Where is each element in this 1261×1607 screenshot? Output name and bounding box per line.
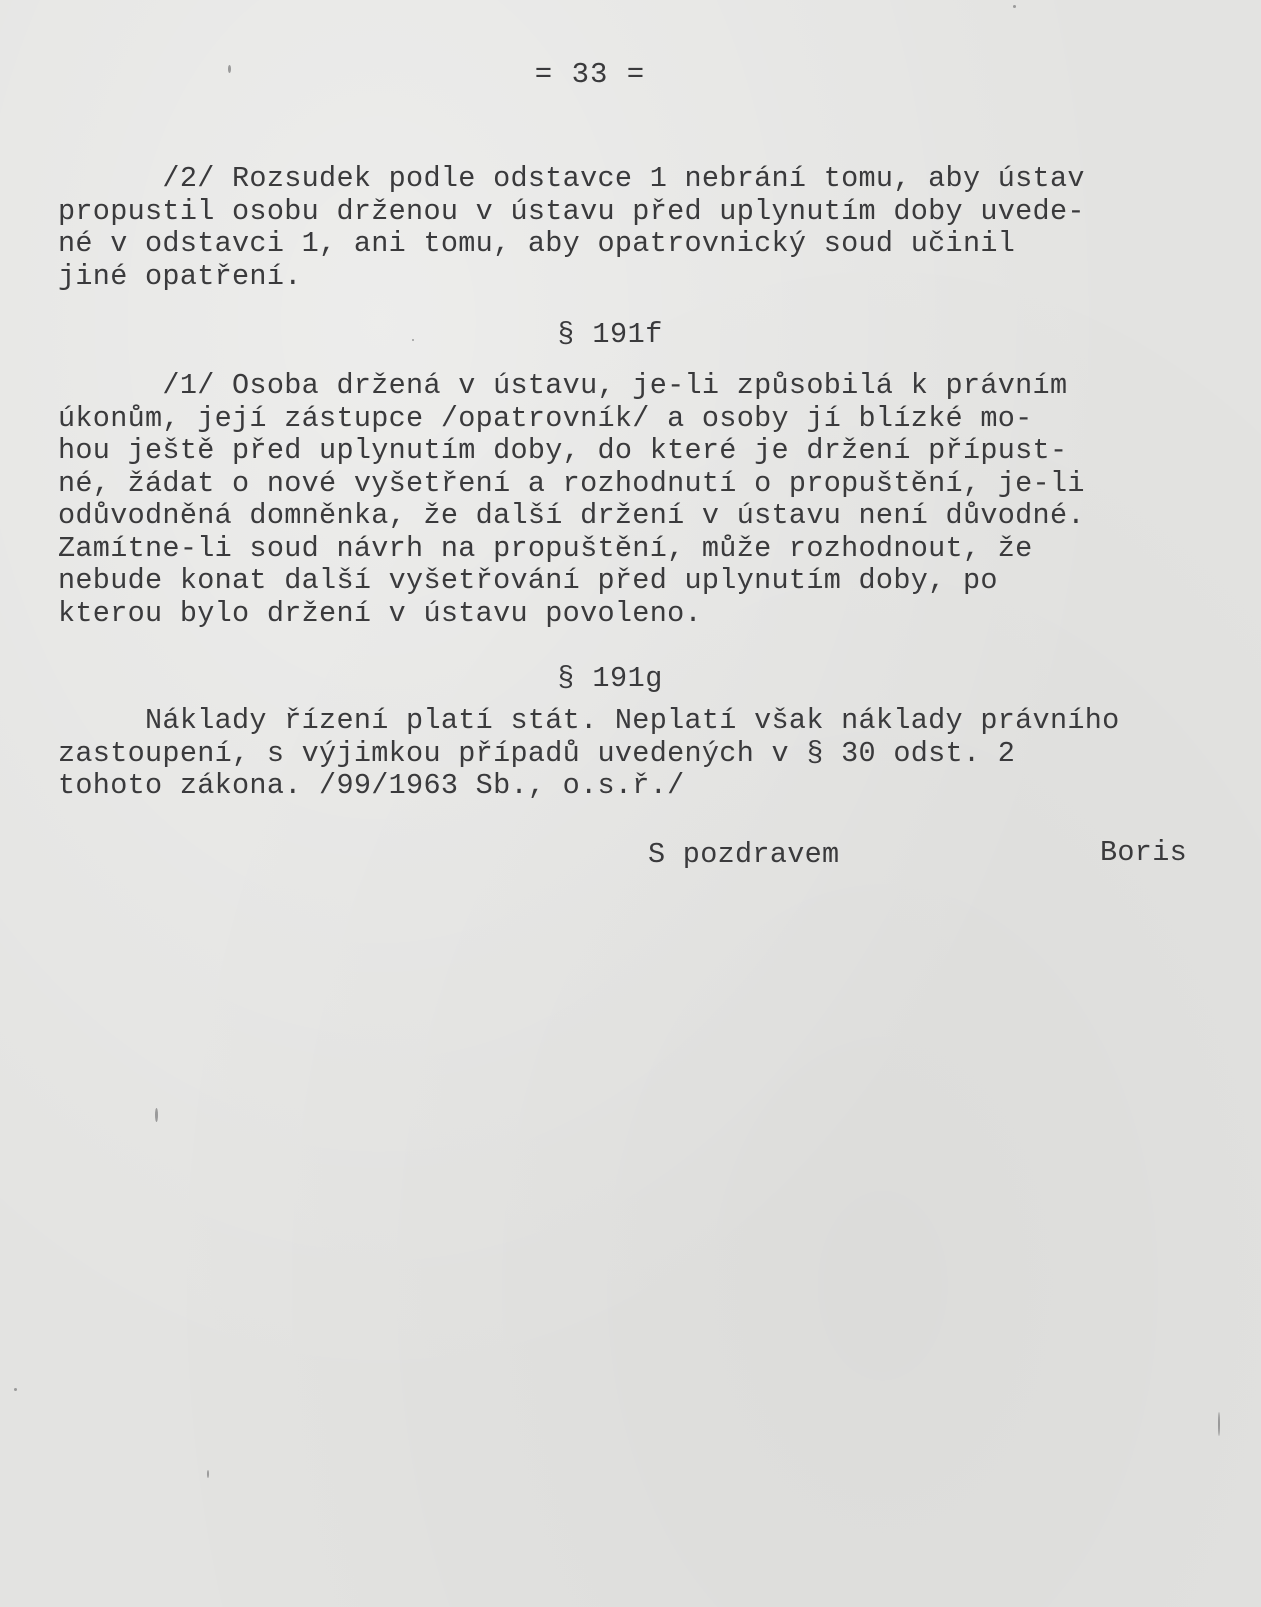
paper-speck [228, 65, 231, 73]
paper-speck [14, 1388, 17, 1391]
paragraph-1-of-191f [58, 370, 1208, 630]
text-line: úkonům, její zástupce /opatrovník/ a osoby jí blízké mo- [58, 401, 1033, 435]
section-heading-191f: § 191f [557, 318, 663, 351]
text-line: né v odstavci 1, ani tomu, aby opatrovnický soud učinil [58, 227, 1016, 260]
text-line: né, žádat o nové vyšetření a rozhodnutí o propuštění, je-li [58, 466, 1085, 500]
page-number: = 33 = [534, 58, 646, 91]
paper-speck [155, 1108, 158, 1122]
signature-name: Boris [1100, 836, 1188, 869]
paper-speck [1013, 5, 1016, 8]
text-line: Zamítne-li soud návrh na propuštění, může rozhodnout, že [58, 531, 1033, 565]
text-line: hou ještě před uplynutím doby, do které je držení přípust- [58, 434, 1068, 467]
text-line: kterou bylo držení v ústavu povoleno. [58, 596, 702, 630]
text-line: zastoupení, s výjimkou případů uvedených v § 30 odst. 2 [58, 736, 1016, 770]
paper-speck [207, 1470, 209, 1478]
paper-speck [412, 339, 414, 341]
text-line: /1/ Osoba držená v ústavu, je-li způsobilá k právním [58, 369, 1068, 402]
closing-salutation: S pozdravem [648, 838, 840, 871]
paragraph-191g [58, 705, 1208, 803]
section-heading-191g: § 191g [557, 662, 663, 695]
text-line: tohoto zákona. /99/1963 Sb., o.s.ř./ [58, 769, 685, 802]
text-line: /2/ Rozsudek podle odstavce 1 nebrání tomu, aby ústav [58, 162, 1085, 195]
text-line: propustil osobu drženou v ústavu před uplynutím doby uvede- [58, 194, 1085, 228]
text-line: Náklady řízení platí stát. Neplatí však náklady právního [58, 704, 1120, 737]
text-line: nebude konat další vyšetřování před uplynutím doby, po [58, 564, 998, 597]
text-line: jiné opatření. [58, 259, 302, 293]
paragraph-2-of-191e [58, 163, 1208, 293]
text-line: odůvodněná domněnka, že další držení v ústavu není důvodné. [58, 499, 1085, 532]
paper-speck [1218, 1412, 1220, 1436]
